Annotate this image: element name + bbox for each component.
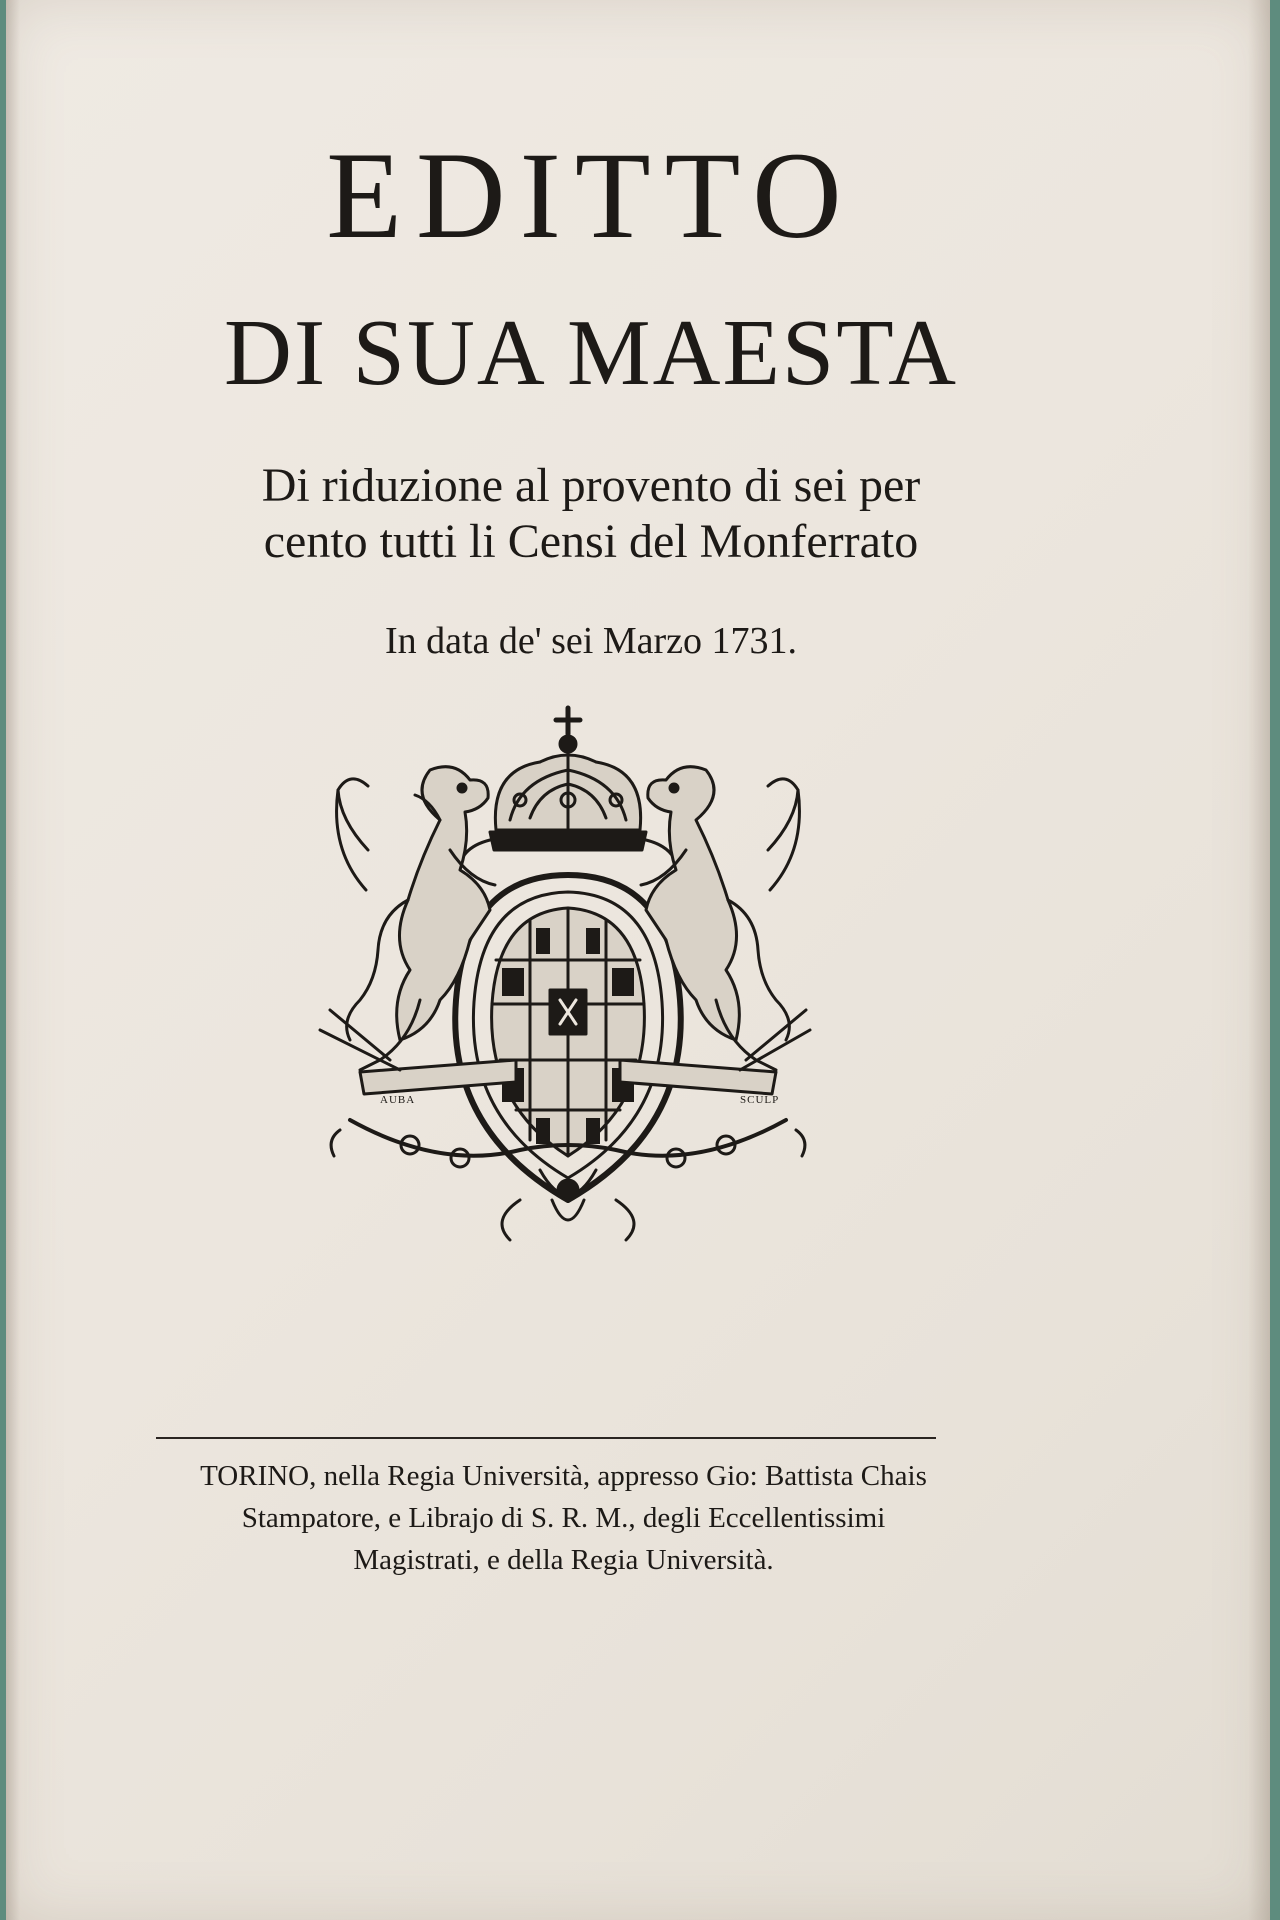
- left-lion-icon: [337, 767, 495, 1070]
- paper-right-edge: [1248, 0, 1270, 1920]
- engraver-signature-left: AUBA: [380, 1094, 416, 1106]
- document-page: [6, 0, 1270, 1920]
- right-lion-icon: [641, 767, 799, 1070]
- paper-left-edge: [6, 0, 20, 1920]
- description-line-1: Di riduzione al provento di sei per: [261, 459, 921, 512]
- description-line-2: cento tutti li Censi del Monferrato: [263, 515, 919, 568]
- divider-rule: [156, 1437, 936, 1439]
- document-title: EDITTO: [326, 127, 856, 264]
- date-line: In data de' sei Marzo 1731.: [384, 620, 798, 662]
- royal-coat-of-arms-icon: [202, 700, 932, 1380]
- shield-icon: [455, 875, 681, 1200]
- engraver-signature-right: SCULP: [740, 1094, 780, 1106]
- crown-icon: [490, 708, 646, 850]
- imprint-line-1: TORINO, nella Regia Università, appresso Gio: Battista Chais: [200, 1460, 927, 1492]
- document-subtitle: DI SUA MAESTA: [224, 301, 958, 405]
- imprint-line-3: Magistrati, e della Regia Università.: [353, 1544, 774, 1576]
- imprint-line-2: Stampatore, e Librajo di S. R. M., degli Eccellentissimi: [241, 1502, 886, 1534]
